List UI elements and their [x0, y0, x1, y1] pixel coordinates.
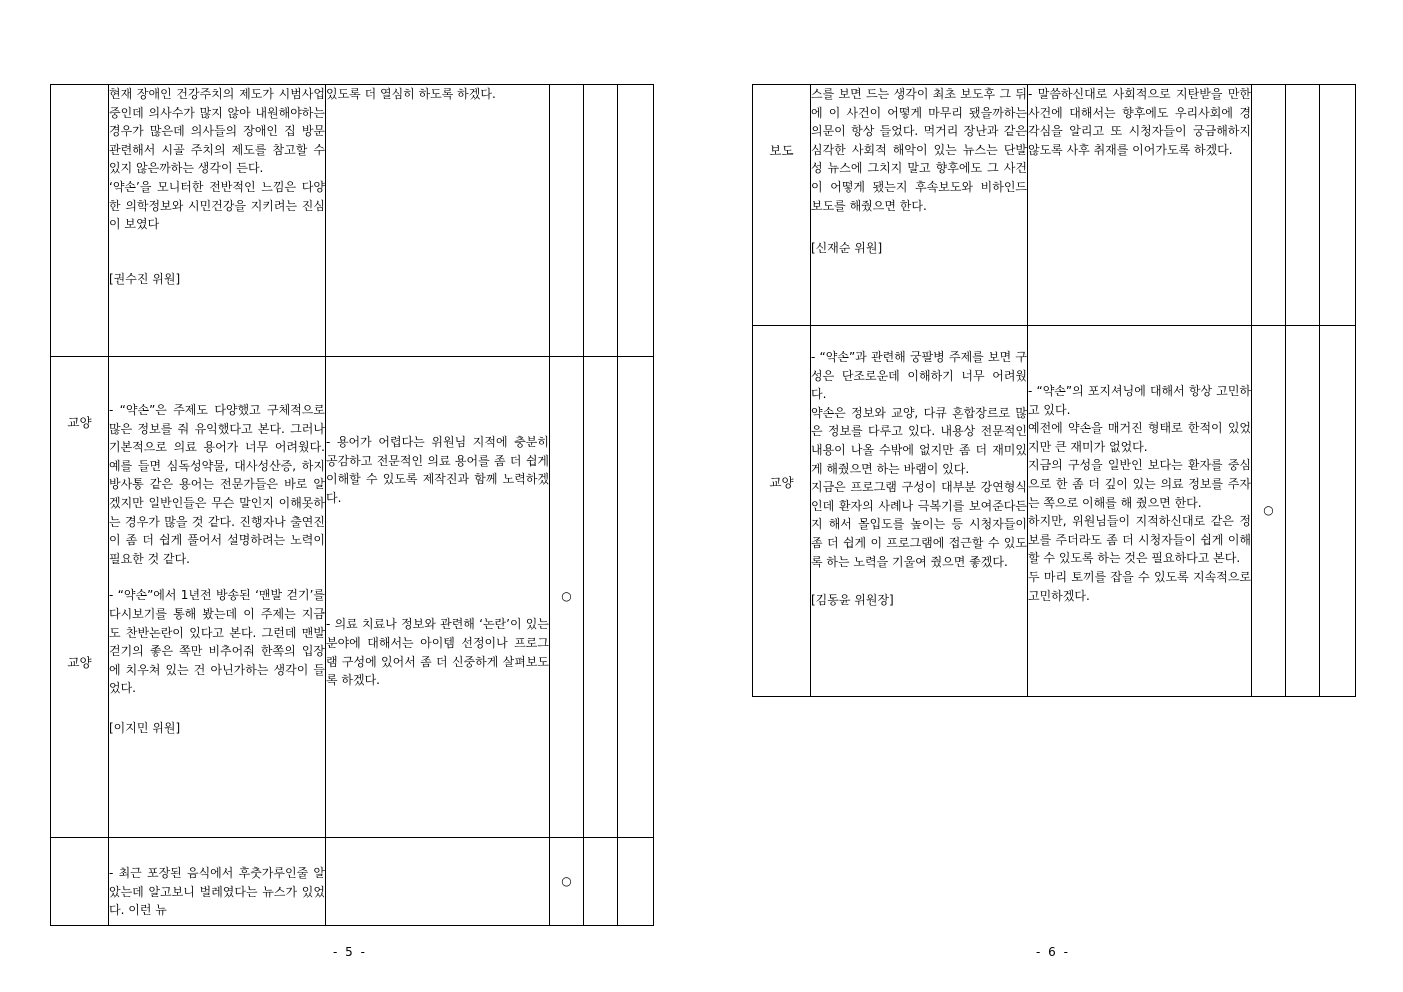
empty-cell: [1286, 326, 1320, 697]
category-cell: [51, 838, 109, 926]
opinion-cell: [811, 85, 1028, 326]
empty-cell: [1286, 85, 1320, 326]
response-text: 예전에 약손을 매거진 형태로 한적이 있었지만 큰 재미가 없었다.: [1028, 421, 1251, 454]
opinion-text: 약손은 정보와 교양, 다큐 혼합장르로 많은 정보를 다루고 있다. 내용상 전문적인 내용이 나올 수밖에 없지만 좀 더 재미있게 해줬으면 하는 바램이 있다.: [811, 405, 1027, 476]
response-cell: [326, 85, 550, 357]
mark-cell: [1252, 85, 1286, 326]
category-label: 보도: [769, 143, 794, 158]
response-text: 하지만, 위원님들이 지적하신대로 같은 정보를 주더라도 좀 더 시청자들이 쉽게 이해할 수 있도록 하는 것은 필요하다고 본다.: [1028, 514, 1251, 566]
table-row: [51, 85, 654, 357]
category-cell: [51, 85, 109, 357]
opinion-text: 스를 보면 드는 생각이 최초 보도후 그 뒤에 이 사건이 어떻게 마무리 됐을까하는 의문이 항상 들었다. 먹거리 장난과 같은 심각한 사회적 해악이 있는 뉴스는 단발성 뉴스에 그치지 말고 향후에도 그 사건이 어떻게 됐는지 후속보도와 비하인드 보도를 해줬으면 한다.: [811, 87, 1027, 213]
page6-table: [752, 84, 1356, 697]
mark-cell: ○: [1252, 326, 1286, 697]
opinion-cell: [109, 85, 326, 357]
opinion-text: 지금은 프로그램 구성이 대부분 강연형식인데 환자의 사례나 극복기를 보여준다든지 해서 몰입도를 높이는 등 시청자들이 좀 더 쉽게 이 프로그램에 접근할 수 있도록 하는 노력을 기울여 줬으면 좋겠다.: [811, 480, 1027, 569]
response-cell: [326, 838, 550, 926]
response-text: - 의료 치료나 정보와 관련해 ‘논란’이 있는 분야에 대해서는 아이템 선정이나 프로그램 구성에 있어서 좀 더 신중하게 살펴보도록 하겠다.: [326, 617, 549, 688]
mark-cell: [550, 85, 584, 357]
opinion-text: ‘약손’을 모니터한 전반적인 느낌은 다양한 의학정보와 시민건강을 지키려는 진심이 보였다: [109, 179, 325, 232]
mark-cell: ○: [550, 838, 584, 926]
category-label: 교양: [67, 655, 92, 670]
response-cell: [326, 357, 550, 838]
empty-cell: [618, 85, 654, 357]
empty-cell: [584, 85, 618, 357]
empty-cell: [618, 838, 654, 926]
response-text: - 말씀하신대로 사회적으로 지탄받을 만한 사건에 대해서는 향후에도 우리사회에 경각심을 알리고 또 시청자들이 궁금해하지 않도록 사후 취재를 이어가도록 하겠다.: [1028, 87, 1251, 157]
response-cell: [1028, 85, 1252, 326]
category-label: 교양: [67, 415, 92, 430]
page5-table: [50, 84, 654, 926]
opinion-text: - 최근 포장된 음식에서 후춧가루인줄 알았는데 알고보니 벌레였다는 뉴스가 있었다. 이런 뉴: [109, 866, 325, 918]
category-label: 교양: [769, 475, 794, 490]
member-name: [김동윤 위원장]: [811, 593, 894, 608]
table-row: [753, 326, 1356, 697]
table-row: [753, 85, 1356, 326]
empty-cell: [618, 357, 654, 838]
table-row: [51, 357, 654, 838]
response-text: 있도록 더 열심히 하도록 하겠다.: [326, 87, 496, 101]
response-text: - “약손”의 포지셔닝에 대해서 항상 고민하고 있다.: [1028, 384, 1251, 417]
empty-cell: [584, 838, 618, 926]
empty-cell: [1320, 85, 1356, 326]
empty-cell: [1320, 326, 1356, 697]
member-name: [이지민 위원]: [109, 720, 181, 735]
member-name: [신재순 위원]: [811, 241, 883, 256]
opinion-text: - “약손”과 관련해 궁팔병 주제를 보면 구성은 단조로운데 이해하기 너무 어려웠다.: [811, 350, 1027, 402]
page-number: - 6 -: [1036, 945, 1070, 959]
page-number: - 5 -: [333, 945, 367, 959]
response-text: 지금의 구성을 일반인 보다는 환자를 중심으로 한 좀 더 깊이 있는 의료 정보를 주자는 쪽으로 이해를 해 줬으면 한다.: [1028, 458, 1251, 510]
response-cell: [1028, 326, 1252, 697]
empty-cell: [584, 357, 618, 838]
member-name: [권수진 위원]: [109, 271, 181, 286]
opinion-cell: [811, 326, 1028, 697]
opinion-text: - “약손”은 주제도 다양했고 구체적으로 많은 정보를 줘 유익했다고 본다. 그러나 기본적으로 의료 용어가 너무 어려웠다. 예를 들면 심독성약물, 대사성산증, 하지방사통 같은 용어는 전문가들은 바로 알겠지만 일반인들은 무슨 말인지 이해못하는 경우가 많을 것 같다. 진행자나 출연진이 좀 더 쉽게 풀어서 설명하려는 노력이 필요한 것 같다.: [109, 403, 325, 566]
response-text: - 용어가 어렵다는 위원님 지적에 충분히 공감하고 전문적인 의료 용어를 좀 더 쉽게 이해할 수 있도록 제작진과 함께 노력하겠다.: [326, 435, 549, 505]
opinion-cell: [109, 357, 326, 838]
mark-cell: ○: [550, 357, 584, 838]
response-text: 두 마리 토끼를 잡을 수 있도록 지속적으로 고민하겠다.: [1028, 569, 1251, 603]
category-cell: [51, 357, 109, 838]
table-row: [51, 838, 654, 926]
opinion-text: 현재 장애인 건강주치의 제도가 시범사업중인데 의사수가 많지 않아 내원해야하는 경우가 많은데 의사들의 장애인 집 방문 관련해서 시골 주치의 제도를 참고할 수있지 않은까하는 생각이 든다.: [109, 87, 325, 176]
opinion-cell: [109, 838, 326, 926]
opinion-text: - “약손”에서 1년전 방송된 ‘맨발 걷기’를 다시보기를 통해 봤는데 이 주제는 지금도 찬반논란이 있다고 본다. 그런데 맨발걷기의 좋은 쪽만 비추어줘 한쪽의 입장에 치우쳐 있는 건 아닌가하는 생각이 들었다.: [109, 588, 325, 696]
category-cell: [753, 326, 811, 697]
category-cell: [753, 85, 811, 326]
